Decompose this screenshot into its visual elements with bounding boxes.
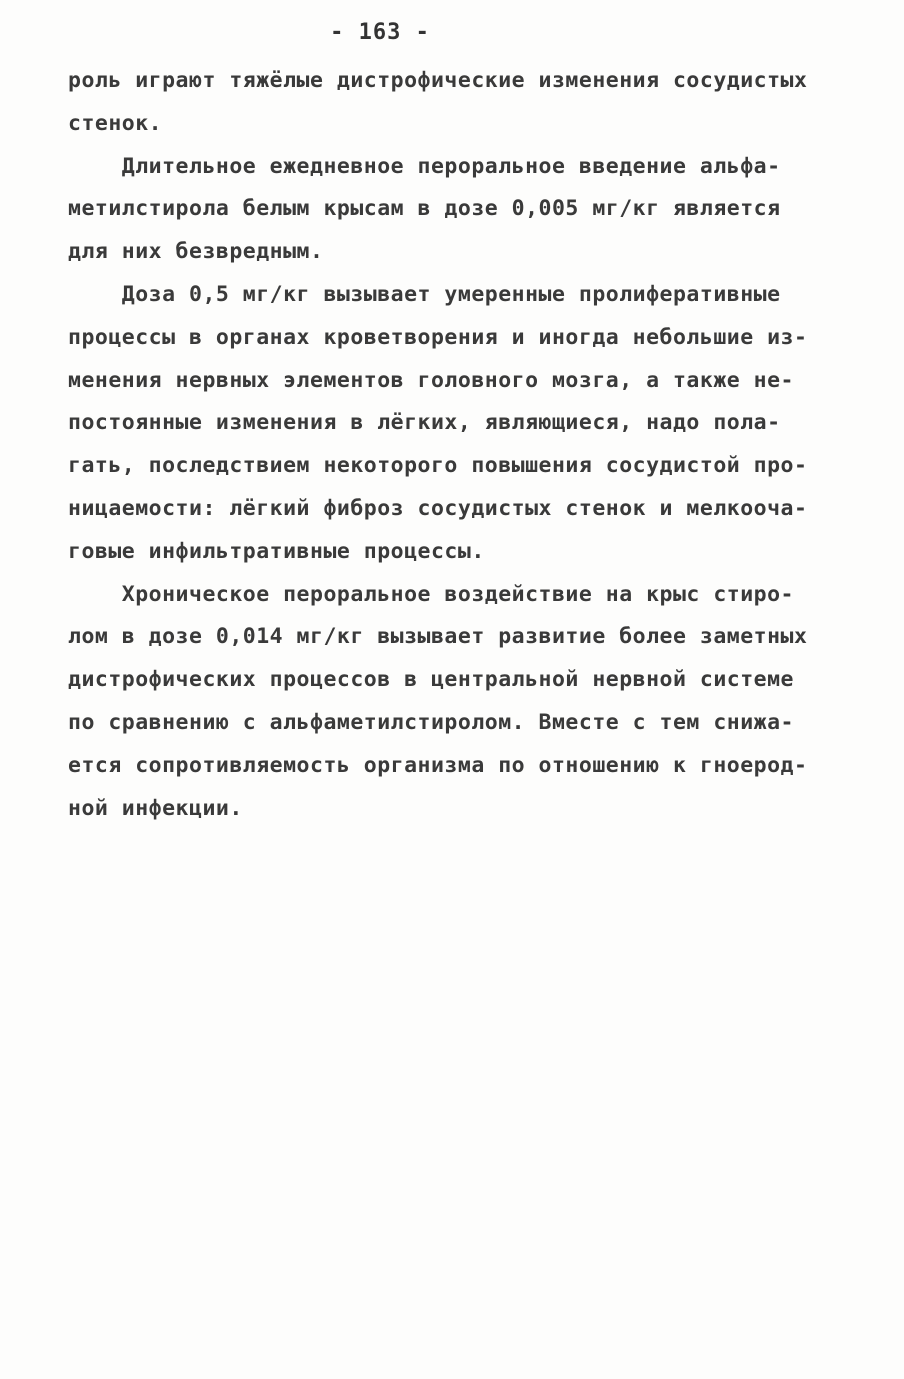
text-line: роль играют тяжёлые дистрофические изменения сосудистых — [68, 68, 808, 93]
text-line: говые инфильтративные процессы. — [68, 538, 485, 564]
text-line: по сравнению с альфаметилстиролом. Вместе с тем снижа- — [68, 709, 794, 735]
text-line: гать, последствием некоторого повышения сосудистой про- — [68, 453, 808, 479]
text-line: лом в дозе 0,014 мг/кг вызывает развитие более заметных — [68, 624, 808, 650]
text-line: ной инфекции. — [68, 795, 243, 821]
text-line: для них безвредным. — [68, 239, 324, 265]
text-line: постоянные изменения в лёгких, являющиеся, надо пола- — [68, 410, 781, 436]
text-line: дистрофических процессов в центральной нервной системе — [68, 667, 794, 693]
text-line: Доза 0,5 мг/кг вызывает умеренные пролиферативные — [68, 281, 781, 307]
page-number: - 163 - — [330, 20, 430, 45]
text-line: Длительное ежедневное пероральное введение альфа- — [68, 153, 781, 179]
text-line: процессы в органах кроветворения и иногда небольшие из- — [68, 324, 808, 350]
text-line: ется сопротивляемость организма по отношению к гноерод- — [68, 752, 808, 778]
text-line: ницаемости: лёгкий фиброз сосудистых стенок и мелкоочa- — [68, 495, 808, 521]
body-text — [68, 60, 848, 830]
text-line: менения нервных элементов головного мозга, а также не- — [68, 367, 794, 393]
text-line: стенок. — [68, 110, 163, 136]
text-line: метилстирола белым крысам в дозе 0,005 мг/кг является — [68, 196, 781, 222]
text-line: Хроническое пероральное воздействие на крыс стиро- — [68, 581, 794, 607]
